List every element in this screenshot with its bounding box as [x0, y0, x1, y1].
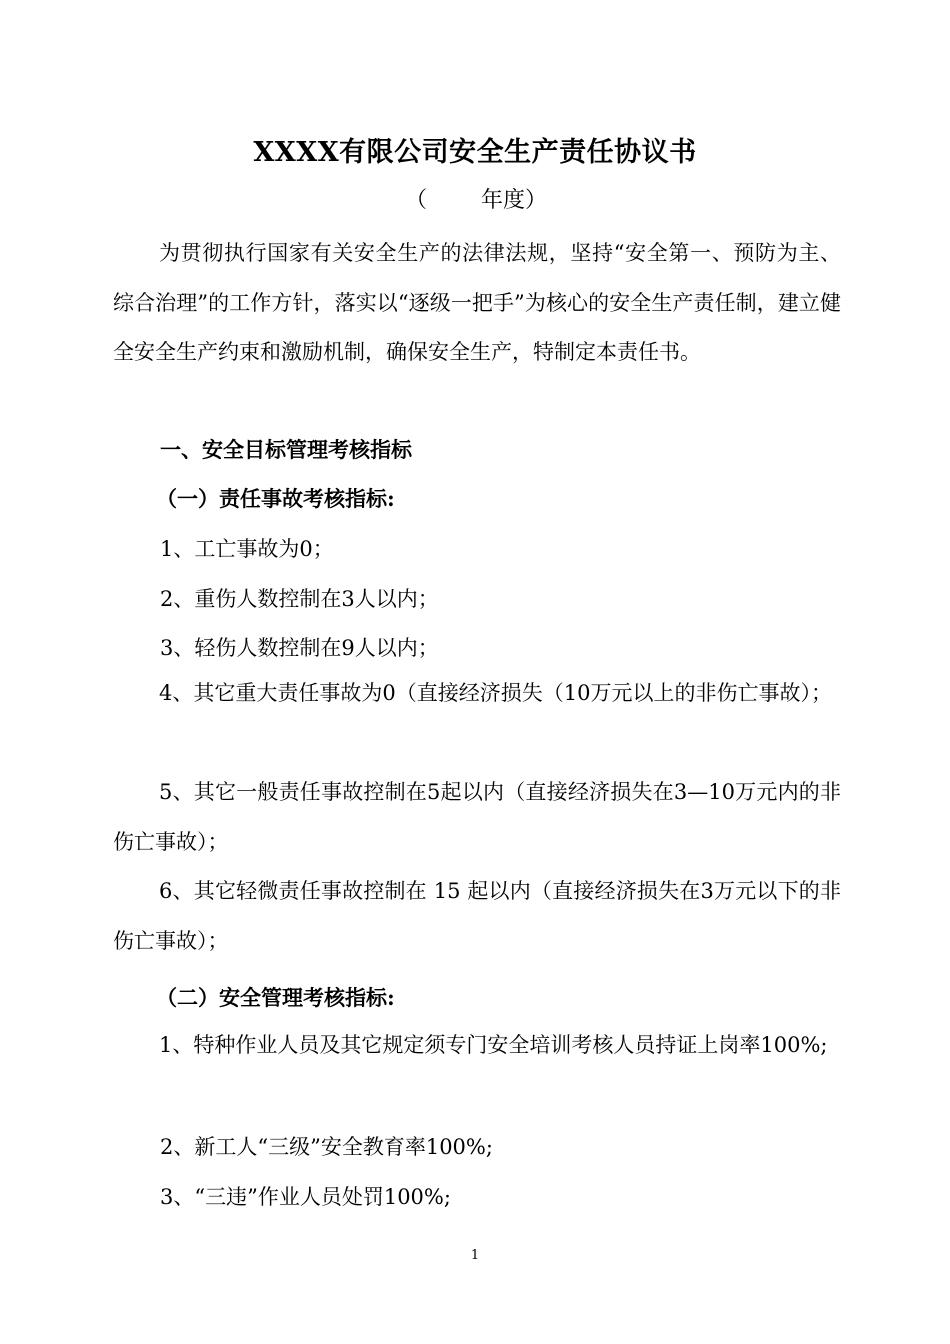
list-item: 2、新工人“三级”安全教育率100%; — [160, 1135, 493, 1159]
subsection-heading-1: （一）责任事故考核指标: — [156, 486, 395, 511]
year-open-paren: （ — [405, 188, 428, 213]
page-number: 1 — [470, 1248, 480, 1263]
intro-paragraph: 为贯彻执行国家有关安全生产的法律法规，坚持“安全第一、预防为主、综合治理”的工作方针，落实以“逐级一把手”为核心的安全生产责任制，建立健全安全生产约束和激励机制，确保安全生产，特制定本责任书。 — [113, 241, 841, 364]
section-heading-1: 一、安全目标管理考核指标 — [160, 437, 412, 462]
list-item: 1、特种作业人员及其它规定须专门安全培训考核人员持证上岗率100%; — [159, 1033, 828, 1057]
list-item: 3、轻伤人数控制在9人以内； — [160, 636, 439, 660]
document-title: XXXX有限公司安全生产责任协议书 — [253, 137, 697, 168]
list-item: 2、重伤人数控制在3人以内； — [160, 587, 439, 611]
list-item: 1、工亡事故为0； — [160, 537, 334, 561]
year-label: 年度） — [481, 188, 548, 213]
list-item: 4、其它重大责任事故为0（直接经济损失（10万元以上的非伤亡事故）； — [159, 681, 832, 705]
subsection-heading-2: （二）安全管理考核指标: — [156, 985, 395, 1010]
list-item: 6、其它轻微责任事故控制在 15 起以内（直接经济损失在3万元以下的非伤亡事故）； — [113, 879, 841, 953]
list-item: 3、“三违”作业人员处罚100%; — [160, 1185, 451, 1209]
list-item: 5、其它一般责任事故控制在5起以内（直接经济损失在3—10万元内的非伤亡事故）； — [113, 780, 841, 854]
